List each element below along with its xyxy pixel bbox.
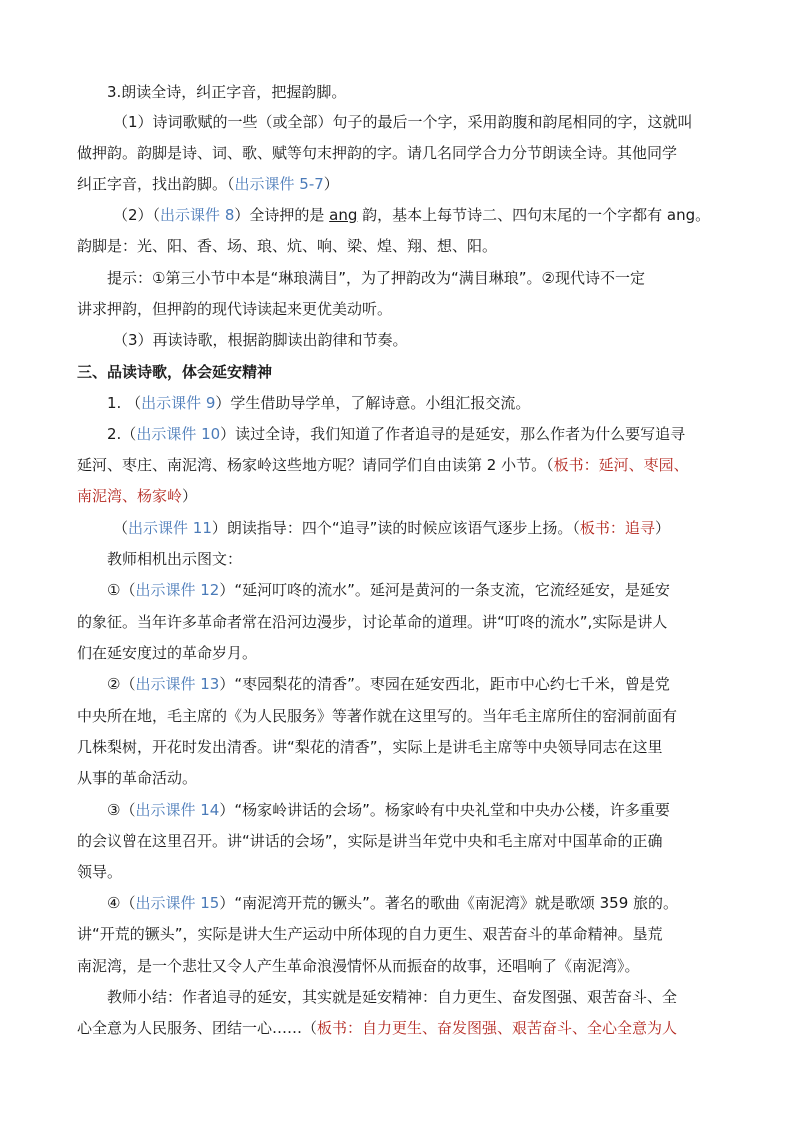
line-text: （: [113, 519, 129, 537]
board-note: 南泥湾、杨家岭: [77, 487, 183, 505]
line-text: （3）再读诗歌，根据韵脚读出韵律和节奏。: [113, 331, 408, 349]
line-text: 教师相机出示图文：: [107, 550, 243, 568]
line-text: 2.（: [107, 425, 137, 443]
line-text: 几株梨树，开花时发出清香。讲“梨花的清香”，实际上是讲毛主席等中央领导同志在这里: [77, 738, 663, 756]
line-text: ）: [654, 519, 670, 537]
line-text: ②（: [107, 675, 136, 693]
line-text: （2）（: [113, 206, 161, 224]
courseware-reference: 出示课件 14: [135, 801, 220, 819]
line-text: ）“杨家岭讲话的会场”。杨家岭有中央礼堂和中央办公楼，许多重要: [219, 801, 670, 819]
line-text: 1. （: [107, 394, 142, 412]
line-text: （1）诗词歌赋的一些（或全部）句子的最后一个字，采用韵腹和韵尾相同的字，这就叫: [113, 113, 693, 131]
courseware-reference: 出示课件 12: [135, 581, 220, 599]
line-text: 教师小结：作者追寻的延安，其实就是延安精神：自力更生、奋发图强、艰苦奋斗、全: [107, 988, 678, 1006]
line-text: 韵，基本上每节诗二、四句末尾的一个字都有 ang。: [357, 206, 711, 224]
line-text: ）朗读指导：四个“追寻”读的时候应该语气逐步上扬。（: [211, 519, 580, 537]
line-text: ）“延河叮咚的流水”。延河是黄河的一条支流，它流经延安，是延安: [219, 581, 670, 599]
line-text: 3.朗读全诗，纠正字音，把握韵脚。: [107, 83, 347, 101]
line-text: 纠正字音，找出韵脚。（: [77, 175, 235, 193]
line-text: ）读过全诗，我们知道了作者追寻的是延安，那么作者为什么要写追寻: [220, 425, 686, 443]
rhyme-underlined: ang: [329, 206, 358, 224]
line-text: 提示：①第三小节中本是“琳琅满目”，为了押韵改为“满目琳琅”。②现代诗不一定: [107, 269, 645, 287]
courseware-reference: 出示课件 5-7: [234, 175, 324, 193]
courseware-reference: 出示课件 13: [135, 675, 220, 693]
board-note: 板书：自力更生、奋发图强、艰苦奋斗、全心全意为人: [317, 1019, 678, 1037]
line-text: ）全诗押的是: [234, 206, 330, 224]
line-text: ）学生借助导学单，了解诗意。小组汇报交流。: [215, 394, 531, 412]
courseware-reference: 出示课件 10: [136, 425, 221, 443]
line-text: 南泥湾，是一个悲壮又令人产生革命浪漫情怀从而振奋的故事，还唱响了《南泥湾》。: [77, 957, 640, 975]
line-text: 中央所在地，毛主席的《为人民服务》等著作就在这里写的。当年毛主席所住的窑洞前面有: [77, 707, 678, 725]
line-text: ）“枣园梨花的清香”。枣园在延安西北，距市中心约七千米，曾是党: [219, 675, 670, 693]
line-text: 韵脚是：光、阳、香、场、琅、炕、响、梁、煌、翔、想、阳。: [77, 237, 498, 255]
line-text: 讲“开荒的镢头”，实际是讲大生产运动中所体现的自力更生、艰苦奋斗的革命精神。垦荒: [77, 925, 663, 943]
line-text: ③（: [107, 801, 136, 819]
board-note: 板书：追寻: [579, 519, 655, 537]
line-text: 延河、枣庄、南泥湾、杨家岭这些地方呢？请同学们自由读第 2 小节。（: [77, 456, 554, 474]
board-note: 板书：延河、枣园、: [553, 456, 689, 474]
courseware-reference: 出示课件 11: [128, 519, 212, 537]
line-text: ①（: [107, 581, 136, 599]
line-text: 们在延安度过的革命岁月。: [77, 644, 258, 662]
line-text: 讲求押韵，但押韵的现代诗读起来更优美动听。: [77, 300, 393, 318]
line-text: 心全意为人民服务、团结一心……（: [77, 1019, 318, 1037]
line-text: ）“南泥湾开荒的镢头”。著名的歌曲《南泥湾》就是歌颂 359 旅的。: [219, 894, 679, 912]
line-text: 的会议曾在这里召开。讲“讲话的会场”，实际是讲当年党中央和毛主席对中国革命的正确: [77, 832, 663, 850]
line-text: ）: [182, 487, 198, 505]
courseware-reference: 出示课件 9: [141, 394, 216, 412]
courseware-reference: 出示课件 15: [135, 894, 220, 912]
line-text: 的象征。当年许多革命者常在沿河边漫步，讨论革命的道理。讲“叮咚的流水”,实际是讲人: [77, 613, 668, 631]
line-text: 领导。: [77, 863, 123, 881]
line-text: ）: [323, 175, 339, 193]
section-title: 三、品读诗歌，体会延安精神: [77, 363, 273, 381]
line-text: 做押韵。韵脚是诗、词、歌、赋等句末押韵的字。请几名同学合力分节朗读全诗。其他同学: [77, 144, 678, 162]
courseware-reference: 出示课件 8: [160, 206, 235, 224]
line-text: ④（: [107, 894, 136, 912]
line-text: 从事的革命活动。: [77, 769, 198, 787]
